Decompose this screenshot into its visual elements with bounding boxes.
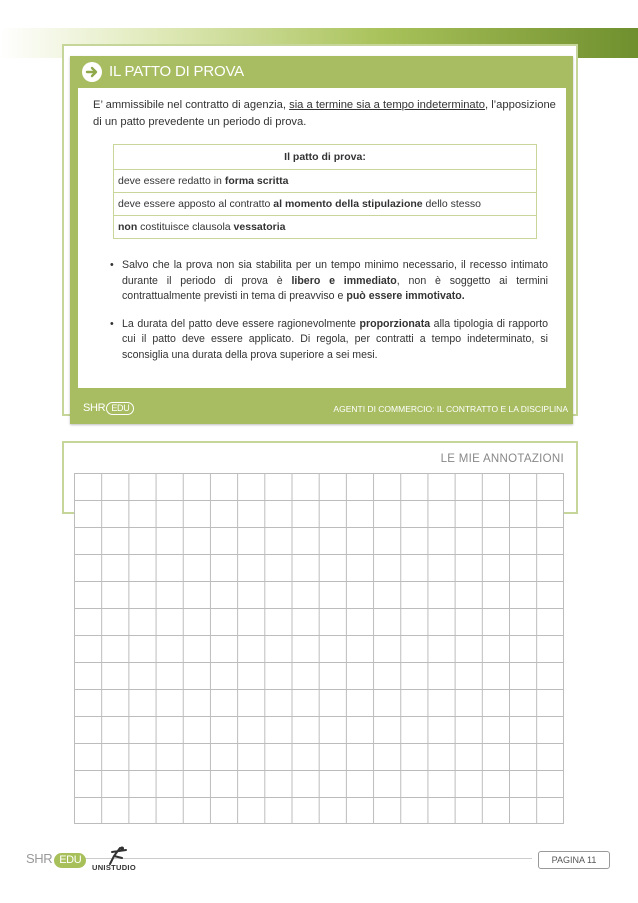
cell-text: costituisce clausola <box>137 221 234 233</box>
bullet-text: Salvo che la prova non sia stabilita per un tempo minimo necessario, il recesso intimato durante il periodo di prova è <box>122 259 548 287</box>
intro-paragraph <box>93 97 563 131</box>
slide-footer-logo <box>83 402 134 415</box>
bullet-text: , non è soggetto ai termini contrattualmente previsti in tema di preavviso e <box>122 274 548 302</box>
bullet-text: alla tipologia di rapporto cui il patto deve essere applicato. Di regola, per contratti a tempo indeterminato, si sconsiglia una durata della prova superiore a sei mesi. <box>122 317 548 361</box>
cell-bold: non <box>118 221 138 233</box>
notes-title: LE MIE ANNOTAZIONI <box>440 453 564 465</box>
cell-text: dello stesso <box>422 198 481 210</box>
bullet-bold: può essere immotivato. <box>346 290 465 302</box>
intro-text-2: , l’apposizione di un patto prevedente un periodo di prova. <box>93 99 556 128</box>
bullet-text: La durata del patto deve essere ragionevolmente <box>122 317 360 330</box>
notes-grid <box>74 473 564 824</box>
table-row <box>114 193 537 216</box>
intro-text-1: E’ ammissibile nel contratto di agenzia, <box>93 99 290 111</box>
table-cell <box>114 193 537 216</box>
intro-underlined: sia a termine sia a tempo indeterminato <box>289 99 485 111</box>
logo-edu: EDU <box>106 402 134 415</box>
table-row <box>114 170 537 193</box>
bullet-list <box>108 258 548 375</box>
page-footer-logo <box>26 851 86 868</box>
table-cell <box>114 216 537 239</box>
table-cell <box>114 170 537 193</box>
table-header: Il patto di prova: <box>114 145 537 170</box>
cell-bold: vessatoria <box>233 221 286 233</box>
cell-text: deve essere apposto al contratto <box>118 198 274 210</box>
logo-shr: SHR <box>26 851 53 866</box>
rules-table <box>113 144 537 239</box>
logo-edu: EDU <box>54 853 86 868</box>
cell-bold: al momento della stipulazione <box>273 198 423 210</box>
arrow-circle-icon <box>82 62 102 82</box>
cell-bold: forma scritta <box>224 175 289 187</box>
slide-title: IL PATTO DI PROVA <box>109 63 244 80</box>
bullet-bold: libero e immediato <box>291 274 397 287</box>
bullet-bold: proporzionata <box>359 317 431 330</box>
slide-footer-text: AGENTI DI COMMERCIO: IL CONTRATTO E LA DISCIPLINA <box>333 404 568 414</box>
cell-text: deve essere redatto in <box>118 175 225 187</box>
partner-name: UNISTUDIO <box>92 863 136 872</box>
logo-shr: SHR <box>83 402 106 414</box>
page-number: PAGINA 11 <box>538 851 610 869</box>
table-header-row <box>114 145 537 170</box>
table-row <box>114 216 537 239</box>
list-item <box>108 258 548 305</box>
list-item <box>108 317 548 364</box>
